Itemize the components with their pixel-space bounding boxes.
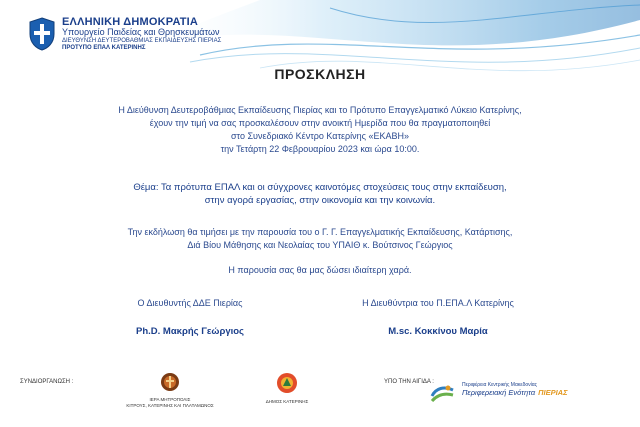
body-line-4: την Τετάρτη 22 Φεβρουαρίου 2023 και ώρα 10:00. (220, 144, 420, 154)
theme-line-2: στην αγορά εργασίας, στην οικονομία και την κοινωνία. (204, 195, 436, 206)
signature-right-role: Η Διευθύντρια του Π.ΕΠΑ.Λ Κατερίνης (362, 298, 514, 308)
metropolis-caption-2: ΚΙΤΡΟΥΣ, ΚΑΤΕΡΙΝΗΣ ΚΑΙ ΠΛΑΤΑΜΩΝΟΣ (126, 403, 214, 408)
header-directorate: ΔΙΕΥΘΥΝΣΗ ΔΕΥΤΕΡΟΒΑΘΜΙΑΣ ΕΚΠΑΙΔΕΥΣΗΣ ΠΙΕΡΙΑΣ (62, 38, 222, 44)
honor-line-2: Διά Βίου Μάθησης και Νεολαίας του ΥΠΑΙΘ κ. Βούτσινος Γεώργιος (187, 240, 453, 250)
header-ministry: Υπουργείο Παιδείας και Θρησκευμάτων (62, 27, 220, 37)
theme-line-1: Θέμα: Τα πρότυπα ΕΠΑΛ και οι σύγχρονες καινοτόμες στοχεύσεις τους στην εκπαίδευση, (133, 182, 507, 193)
pkm-unit-label: Περιφερειακή Ενότητα (462, 388, 536, 397)
pkm-unit (462, 388, 568, 397)
greek-emblem-icon (28, 17, 56, 51)
body-line-3: στο Συνεδριακό Κέντρο Κατερίνης «ΕΚΑΒΗ» (230, 131, 410, 141)
metropolis-caption-1: ΙΕΡΑ ΜΗΤΡΟΠΟΛΙΣ (149, 397, 191, 402)
signature-right-name: M.sc. Κοκκίνου Μαρία (388, 326, 488, 337)
header-title: ΕΛΛΗΝΙΚΗ ΔΗΜΟΚΡΑΤΙΑ (62, 16, 199, 28)
coorganization-label: ΣΥΝΔΙΟΡΓΑΝΩΣΗ : (20, 379, 74, 385)
municipality-emblem-icon (276, 372, 298, 394)
invitation-body (0, 104, 640, 156)
closing-text: Η παρουσία σας θα μας δώσει ιδιαίτερη χαρά. (228, 265, 412, 275)
event-theme (0, 181, 640, 207)
pkm-pierias: ΠΙΕΡΙΑΣ (538, 388, 568, 397)
header-school: ΠΡΟΤΥΠΟ ΕΠΑΛ ΚΑΤΕΡΙΝΗΣ (62, 45, 146, 51)
honor-text (0, 226, 640, 252)
pkm-region: Περιφέρεια Κεντρικής Μακεδονίας (462, 382, 538, 388)
metropolis-logo (115, 372, 225, 409)
signature-right (288, 298, 588, 337)
signature-left-role: Ο Διευθυντής ΔΔΕ Πιερίας (137, 298, 243, 308)
metropolis-emblem-icon (160, 372, 180, 392)
page-title: ΠΡΟΣΚΛΗΣΗ (274, 66, 366, 82)
municipality-caption: ΔΗΜΟΣ ΚΑΤΕΡΙΝΗΣ (265, 399, 309, 404)
pkm-logo-icon (430, 382, 455, 404)
body-line-1: Η Διεύθυνση Δευτεροβάθμιας Εκπαίδευσης Πιερίας και το Πρότυπο Επαγγελματικό Λύκειο Κατερίνης, (118, 105, 522, 115)
letterhead (28, 17, 221, 52)
signature-left-name: Ph.D. Μακρής Γεώργιος (135, 326, 245, 337)
aegis-label: ΥΠΟ ΤΗΝ ΑΙΓΙΔΑ : (384, 379, 434, 385)
honor-line-1: Την εκδήλωση θα τιμήσει με την παρουσία του ο Γ. Γ. Επαγγελματικής Εκπαίδευσης, Κατάρτισης, (127, 227, 513, 237)
katerini-municipality-logo (262, 372, 312, 405)
pkm-text (462, 382, 568, 397)
body-line-2: έχουν την τιμή να σας προσκαλέσουν στην ανοικτή Ημερίδα που θα πραγματοποιηθεί (149, 118, 491, 128)
